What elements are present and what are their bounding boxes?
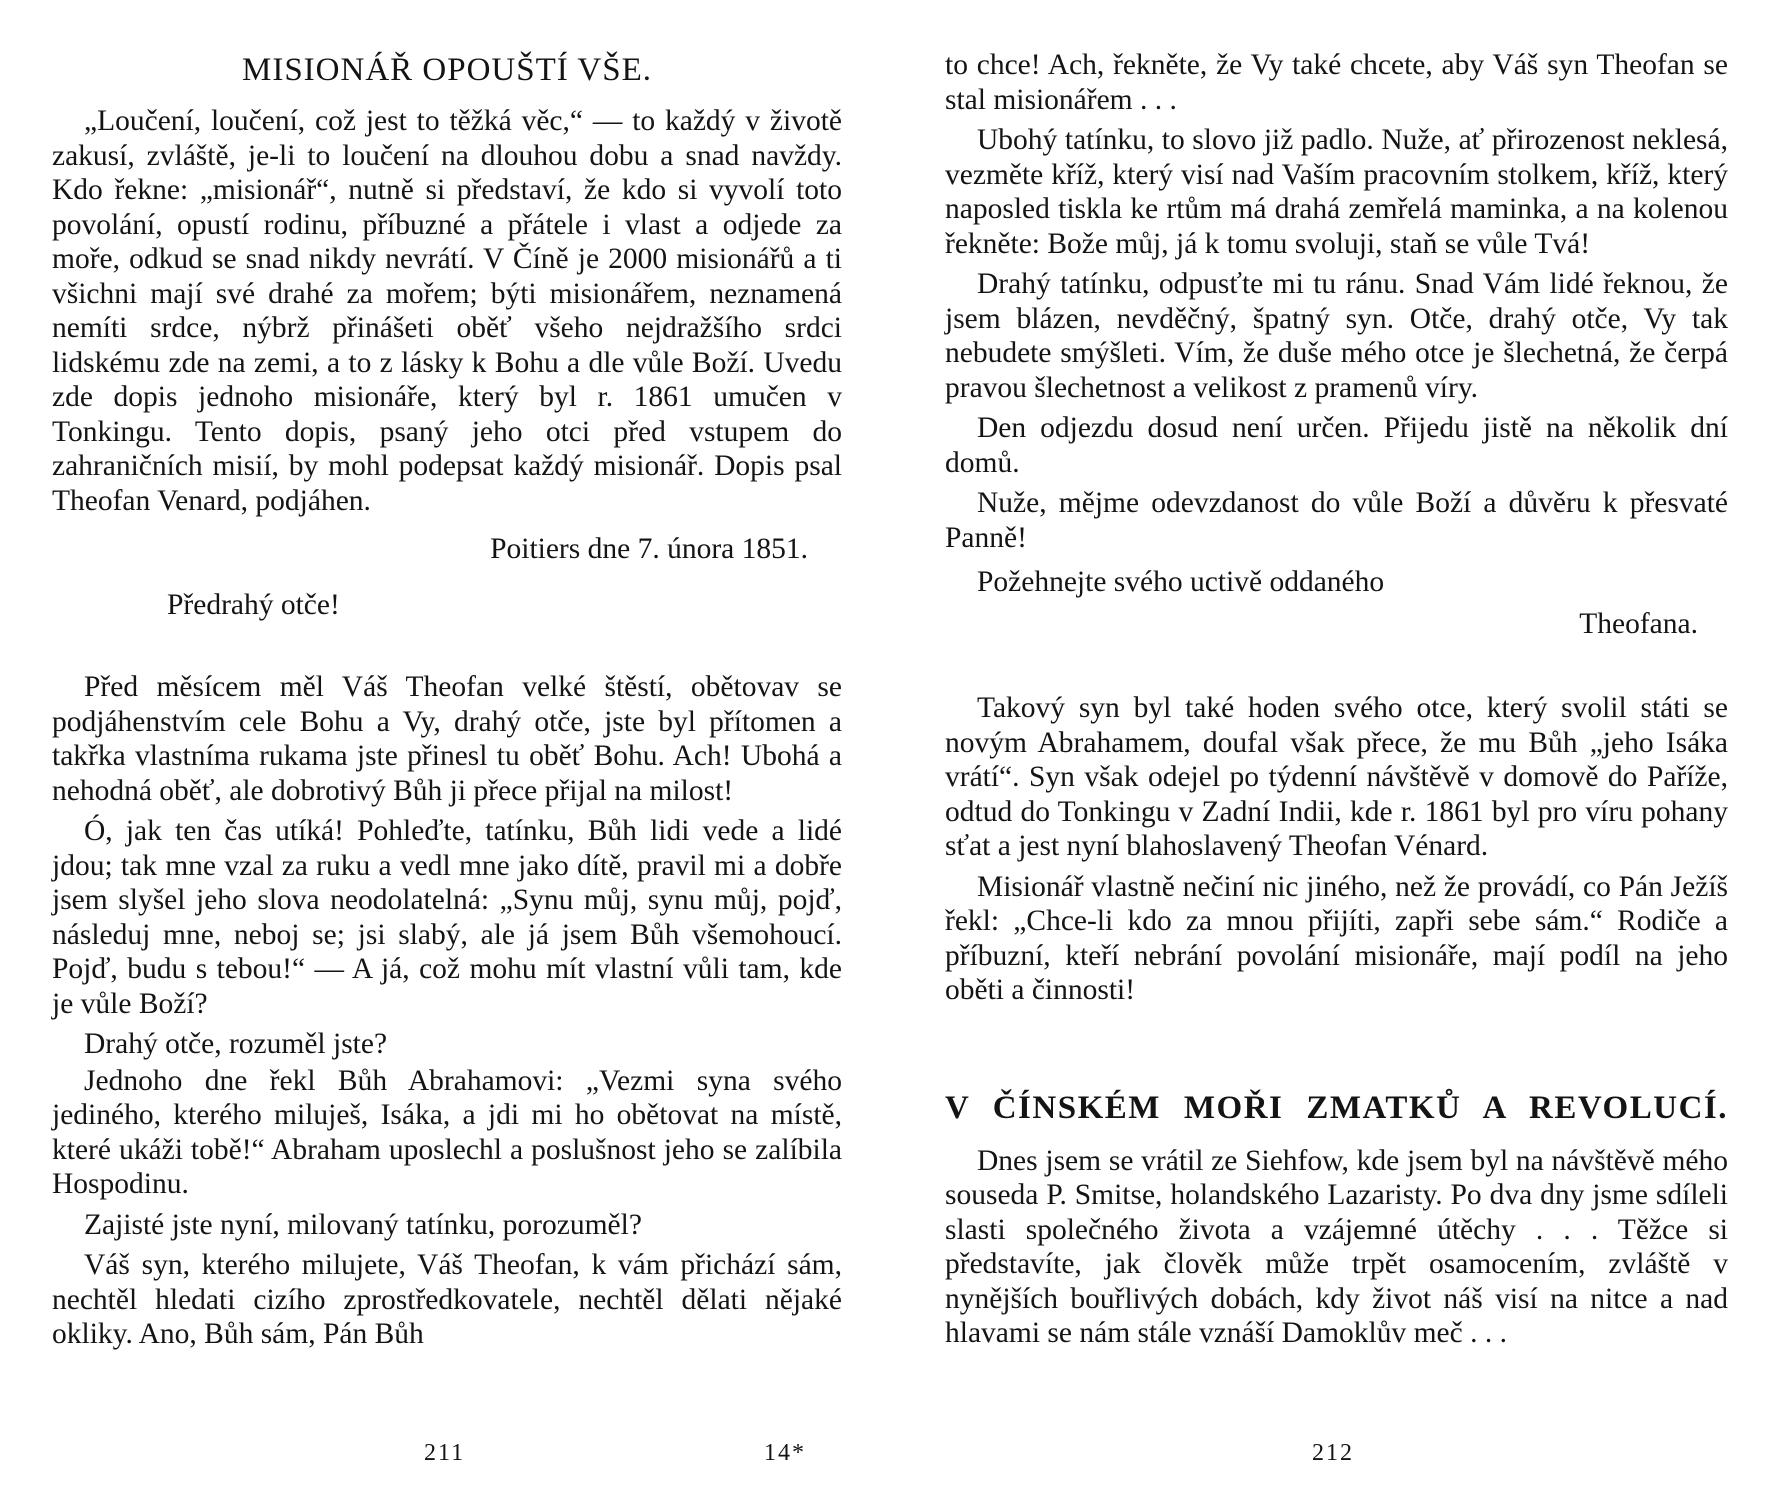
letter-paragraph: Před měsícem měl Váš Theofan velké štěstí, obětovav se podjáhenstvím cele Bohu a Vy, drahý otče, jste byl přítomen a takřka vlastníma rukama jste přinesl tu oběť Bohu. Ach! Ubohá a nehodná oběť, ale dobrotivý Bůh ji přece přijal na milost! <box>52 671 842 807</box>
chapter-title: MISIONÁŘ OPOUŠTÍ VŠE. <box>241 52 653 88</box>
letter-paragraph: Ó, jak ten čas utíká! Pohleďte, tatínku, Bůh lidi vede a lidé jdou; tak mne vzal za ruku a vedl mne jako dítě, pravil mi a dobře jsem slyšel jeho slova neodolatelná: „Synu můj, synu můj, pojď, následuj mne, neboj se; jsi slabý, ale já jsem Bůh všemohoucí. Pojď, budu s tebou!“ — A já, což mohu mít vlastní vůli tam, kde je vůle Boží? <box>52 815 842 1020</box>
page-number: 212 <box>1312 1440 1354 1466</box>
page-number: 211 <box>424 1440 466 1466</box>
letter-paragraph: Váš syn, kterého milujete, Váš Theofan, k vám přichází sám, nechtěl hledati cizího zprostředkovatele, nechtěl dělati nějaké okliky. Ano, Bůh sám, Pán Bůh <box>52 1249 842 1350</box>
commentary-paragraph: Takový syn byl také hoden svého otce, který svolil státi se novým Abrahamem, doufal však přece, že mu Bůh „jeho Isáka vrátí“. Syn však odejel po týdenní návštěvě v domově do Paříže, odtud do Tonkingu v Zadní Indii, kde r. 1861 byl pro víru pohany sťat a jest nyní blahoslavený Theofan Vénard. <box>945 692 1728 862</box>
letter-paragraph: Ubohý tatínku, to slovo již padlo. Nuže, ať přirozenost neklesá, vezměte kříž, který visí nad Vaším pracovním stolkem, kříž, který naposled tiskla ke rtům má drahá zemřelá maminka, a na kolenou řekněte: Bože můj, já k tomu svoluji, staň se vůle Tvá! <box>945 124 1728 260</box>
section-title: V ČÍNSKÉM MOŘI ZMATKŮ A REVOLUCÍ. <box>945 1089 1728 1126</box>
section-paragraph: Dnes jsem se vrátil ze Siehfow, kde jsem byl na návštěvě mého souseda P. Smitse, holandského Lazaristy. Po dva dny jsme sdíleli slasti společného života a vzájemné útěchy . . . Těžce si představíte, jak člověk může trpět osamocením, zvláště v nynějších bouřlivých dobách, kdy život náš visí na nitce a nad hlavami se nám stále vznáší Damoklův meč . . . <box>945 1144 1728 1349</box>
letter-paragraph: Zajisté jste nyní, milovaný tatínku, porozuměl? <box>84 1208 642 1241</box>
letter-paragraph: Drahý otče, rozuměl jste? <box>84 1028 388 1060</box>
letter-dateline: Poitiers dne 7. února 1851. <box>490 533 808 565</box>
letter-paragraph: Drahý tatínku, odpusťte mi tu ránu. Snad Vám lidé řeknou, že jsem blázen, nevděčný, špatný syn. Otče, drahý otče, Vy tak nebudete smýšleti. Vím, že duše mého otce je šlechetná, že čerpá pravou šlechetnost a velikost z pramenů víry. <box>945 268 1728 404</box>
letter-salutation: Předrahý otče! <box>167 589 340 621</box>
continuation-text: to chce! Ach, řekněte, že Vy také chcete, aby Váš syn Theofan se stal misionářem . . . <box>945 49 1728 116</box>
letter-signature: Theofana. <box>1579 608 1698 640</box>
letter-paragraph: Nuže, mějme odevzdanost do vůle Boží a důvěru k přesvaté Panně! <box>945 487 1728 554</box>
letter-closing: Požehnejte svého uctivě oddaného <box>977 566 1385 598</box>
signature-mark: 14* <box>764 1440 806 1466</box>
right-page <box>945 0 1728 1500</box>
left-page <box>52 0 842 1500</box>
letter-paragraph: Den odjezdu dosud není určen. Přijedu jistě na několik dní domů. <box>945 412 1728 479</box>
intro-paragraph: „Loučení, loučení, což jest to těžká věc,“ — to každý v životě zakusí, zvláště, je-li to loučení na dlouhou dobu a snad navždy. Kdo řekne: „misionář“, nutně si představí, že kdo si vyvolí toto povolání, opustí rodinu, příbuzné a přátele i vlast a odjede za moře, odkud se snad nikdy nevrátí. V Číně je 2000 misionářů a ti všichni mají své drahé za mořem; býti misionářem, neznamená nemíti srdce, nýbrž přinášeti oběť všeho nejdražšího srdci lidskému zde na zemi, a to z lásky k Bohu a dle vůle Boží. Uvedu zde dopis jednoho misionáře, který byl r. 1861 umučen v Tonkingu. Tento dopis, psaný jeho otci před vstupem do zahraničních misií, by mohl podepsat každý misionář. Dopis psal Theofan Venard, podjáhen. <box>52 105 842 517</box>
letter-paragraph: Jednoho dne řekl Bůh Abrahamovi: „Vezmi syna svého jediného, kterého miluješ, Isáka, a jdi mi ho obětovat na místě, které ukáži tobě!“ Abraham uposlechl a poslušnost jeho se zalíbila Hospodinu. <box>52 1064 842 1200</box>
commentary-paragraph: Misionář vlastně nečiní nic jiného, než že provádí, co Pán Ježíš řekl: „Chce-li kdo za mnou přijíti, zapři sebe sám.“ Rodiče a příbuzní, kteří nebrání povolání misionáře, mají podíl na jeho oběti a činnosti! <box>945 870 1728 1006</box>
